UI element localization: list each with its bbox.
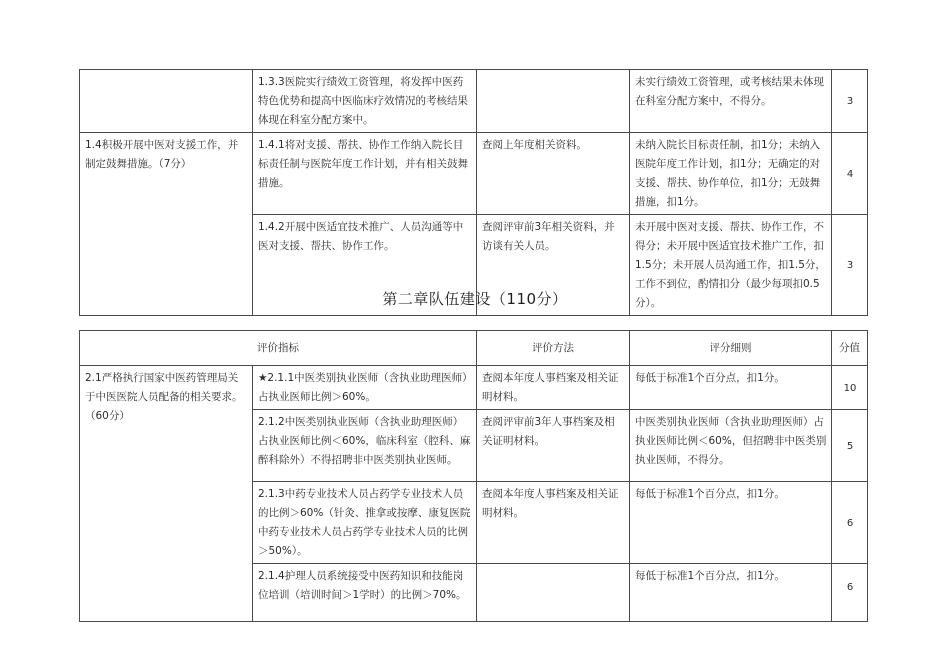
method-cell: 查阅评审前3年人事档案及相关证明材料。 (477, 410, 630, 482)
standards-table-continued (79, 69, 868, 316)
item-cell: 2.1严格执行国家中医药管理局关于中医医院人员配备的相关要求。（60分） (80, 366, 253, 622)
method-cell (477, 564, 630, 622)
score-cell: 6 (832, 564, 868, 622)
score-cell: 3 (832, 215, 868, 316)
score-cell: 3 (832, 70, 868, 133)
indicator-cell: 2.1.2中医类别执业医师（含执业助理医师）占执业医师比例＜60%，临床科室（腔科、麻醉科除外）不得招聘非中医类别执业医师。 (253, 410, 477, 482)
detail-cell: 每低于标准1个百分点，扣1分。 (630, 366, 832, 410)
table-row (80, 70, 868, 133)
header-indicator: 评价指标 (80, 331, 477, 366)
indicator-cell: 2.1.3中药专业技术人员占药学专业技术人员的比例＞60%（针灸、推拿或按摩、康复医院中药专业技术人员占药学专业技术人员的比例＞50%）。 (253, 482, 477, 564)
detail-cell: 未实行绩效工资管理，或考核结果未体现在科室分配方案中，不得分。 (630, 70, 832, 133)
chapter-title: 第二章队伍建设（110分） (382, 290, 568, 308)
score-cell: 6 (832, 482, 868, 564)
indicator-cell: ★2.1.1中医类别执业医师（含执业助理医师）占执业医师比例＞60%。 (253, 366, 477, 410)
header-score: 分值 (832, 331, 868, 366)
score-cell: 10 (832, 366, 868, 410)
method-cell: 查阅上年度相关资料。 (477, 133, 630, 215)
score-cell: 4 (832, 133, 868, 215)
indicator-cell: 1.4.1将对支援、帮扶、协作工作纳入院长目标责任制与医院年度工作计划，并有相关鼓舞措施。 (253, 133, 477, 215)
header-detail: 评分细则 (630, 331, 832, 366)
method-cell: 查阅本年度人事档案及相关证明材料。 (477, 482, 630, 564)
method-cell (477, 70, 630, 133)
table-row (80, 366, 868, 410)
score-cell: 5 (832, 410, 868, 482)
detail-cell: 中医类别执业医师（含执业助理医师）占执业医师比例＜60%，但招聘非中医类别执业医师，不得分。 (630, 410, 832, 482)
detail-cell: 未纳入院长目标责任制，扣1分；未纳入医院年度工作计划，扣1分；无确定的对支援、帮扶、协作单位，扣1分；无鼓舞措施，扣1分。 (630, 133, 832, 215)
staffing-standards-table (79, 330, 868, 622)
table-row (80, 133, 868, 215)
method-cell: 查阅评审前3年相关资料，并访谈有关人员。 (477, 215, 630, 316)
header-method: 评价方法 (477, 331, 630, 366)
method-cell: 查阅本年度人事档案及相关证明材料。 (477, 366, 630, 410)
indicator-cell: 2.1.4护理人员系统接受中医药知识和技能岗位培训（培训时间＞1学时）的比例＞70%。 (253, 564, 477, 622)
indicator-cell: 1.3.3医院实行绩效工资管理，将发挥中医药特色优势和提高中医临床疗效情况的考核结果体现在科室分配方案中。 (253, 70, 477, 133)
detail-cell: 每低于标准1个百分点，扣1分。 (630, 564, 832, 622)
item-cell: 1.4积极开展中医对支援工作，并制定鼓舞措施。（7分） (80, 133, 253, 316)
table-header-row (80, 331, 868, 366)
indicator-cell: 1.4.2开展中医适宜技术推广、人员沟通等中医对支援、帮扶、协作工作。 (253, 215, 477, 316)
detail-cell: 未开展中医对支援、帮扶、协作工作，不得分；未开展中医适宜技术推广工作，扣1.5分；未开展人员沟通工作，扣1.5分，工作不到位，酌情扣分（最少每项扣0.5分）。 (630, 215, 832, 316)
item-cell (80, 70, 253, 133)
detail-cell: 每低于标准1个百分点，扣1分。 (630, 482, 832, 564)
